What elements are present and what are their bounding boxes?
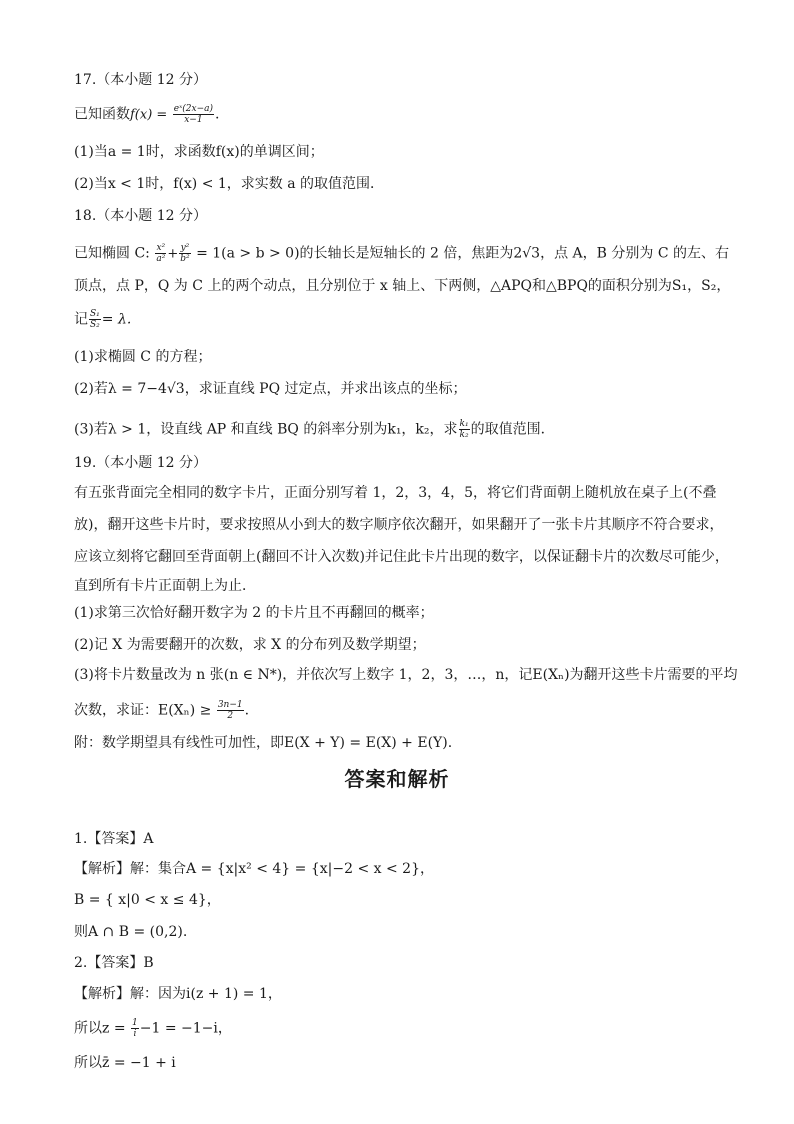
- q18-k2: k₂: [459, 430, 469, 440]
- answer2-denominator: i: [133, 1029, 137, 1039]
- q19-line1: 有五张背面完全相同的数字卡片，正面分别写着 1，2，3，4，5，将它们背面朝上随机放在桌子上(不叠: [74, 485, 717, 501]
- q18-line2: 顶点，点 P，Q 为 C 上的两个动点，且分别位于 x 轴上、下两侧，△APQ和△BPQ的面积分别为S₁，S₂，: [74, 278, 731, 294]
- q18-line3: [74, 309, 724, 330]
- q19-header: 19.（本小题 12 分）: [74, 455, 207, 471]
- q18-lambda-numerator: S₁: [90, 309, 100, 319]
- q17-stem-text: 已知函数: [74, 106, 130, 123]
- answer1-line2: B = { x|0 < x ≤ 4}，: [74, 892, 221, 908]
- q19-bound-denominator: 2: [227, 711, 234, 721]
- q18-line1-start: 已知椭圆 C:: [74, 245, 150, 262]
- q18-line1: [74, 243, 730, 265]
- q18-ellipse-x-term: [155, 243, 166, 264]
- q18-k1: k₁: [459, 419, 469, 429]
- q19-bound-numerator: 3n−1: [217, 700, 243, 710]
- answer2-line1: 【解析】解：因为i(z + 1) = 1，: [74, 986, 282, 1002]
- q17-function-fraction: [173, 104, 214, 125]
- q18-line3-start: 记: [74, 311, 88, 328]
- q19-line2: 放)，翻开这些卡片时，要求按照从小到大的数字顺序依次翻开，如果翻开了一张卡片其顺序不符合要求，: [74, 517, 724, 533]
- q19-part3: (3)将卡片数量改为 n 张(n ∈ N*)，并依次写上数字 1，2，3，…，n，记E(Xₙ)为翻开这些卡片需要的平均: [74, 667, 738, 683]
- q18-x-numerator: x²: [156, 243, 166, 253]
- q18-y-numerator: y²: [180, 243, 190, 253]
- answer2-line2: [74, 1018, 724, 1039]
- q18-header: 18.（本小题 12 分）: [74, 208, 207, 224]
- q18-line1-rest: = 1(a > b > 0)的长轴长是短轴长的 2 倍，焦距为2√3，点 A，B 分别为 C 的左、右: [196, 245, 730, 262]
- answer2-numerator: 1: [132, 1018, 138, 1028]
- q18-part2: (2)若λ = 7−4√3，求证直线 PQ 过定点，并求出该点的坐标；: [74, 381, 467, 397]
- q17-part2: (2)当x < 1时，f(x) < 1，求实数 a 的取值范围．: [74, 176, 385, 192]
- answer1-line3: 则A ∩ B = (0,2).: [74, 924, 188, 940]
- q19-proof-end: .: [244, 702, 250, 719]
- q18-y-denominator: b²: [180, 254, 190, 264]
- q17-function-lhs: f(x) =: [130, 107, 168, 123]
- q17-stem-end: .: [215, 106, 220, 123]
- q18-line3-end: = λ.: [101, 311, 132, 328]
- q17-header: 17.（本小题 12 分）: [74, 72, 207, 88]
- answer2-line2-end: −1 = −1−i，: [139, 1020, 232, 1037]
- q18-part3-start: (3)若λ > 1，设直线 AP 和直线 BQ 的斜率分别为k₁，k₂，求: [74, 421, 458, 438]
- q18-plus: +: [167, 246, 179, 262]
- q19-part2: (2)记 X 为需要翻开的次数，求 X 的分布列及数学期望；: [74, 637, 426, 653]
- answer2-label: 2.【答案】B: [74, 955, 154, 971]
- q18-lambda-denominator: S₂: [90, 320, 100, 330]
- answer2-line2-start: 所以z =: [74, 1020, 126, 1037]
- q19-line3: 应该立刻将它翻回至背面朝上(翻回不计入次数)并记住此卡片出现的数字，以保证翻卡片的次数尽可能少，: [74, 549, 729, 565]
- q18-lambda-fraction: [89, 309, 101, 330]
- q19-part3-proof: [74, 700, 724, 721]
- answers-title: 答案和解析: [344, 767, 450, 791]
- q19-note: 附：数学期望具有线性可加性，即E(X + Y) = E(X) + E(Y).: [74, 735, 453, 751]
- q17-fraction-denominator: x−1: [184, 115, 203, 125]
- q18-ellipse-y-term: [179, 243, 190, 264]
- q19-proof-start: 次数，求证：E(Xₙ) ≥: [74, 702, 212, 719]
- answer1-line1: 【解析】解：集合A = {x|x² < 4} = {x|−2 < x < 2}，: [74, 861, 434, 877]
- answer1-label: 1.【答案】A: [74, 831, 154, 847]
- q19-line4: 直到所有卡片正面朝上为止．: [74, 578, 256, 594]
- answer2-line3: 所以z̄ = −1 + i: [74, 1055, 176, 1071]
- q17-stem: [74, 104, 724, 126]
- q18-part3-end: 的取值范围．: [470, 421, 555, 438]
- q17-fraction-numerator: eˣ(2x−a): [173, 104, 214, 114]
- q18-slope-ratio: [459, 419, 470, 440]
- q18-part1: (1)求椭圆 C 的方程；: [74, 349, 212, 365]
- q19-bound-fraction: [217, 700, 244, 721]
- q17-part1: (1)当a = 1时，求函数f(x)的单调区间；: [74, 144, 324, 160]
- q19-part1: (1)求第三次恰好翻开数字为 2 的卡片且不再翻回的概率；: [74, 605, 434, 621]
- q18-x-denominator: a²: [156, 254, 166, 264]
- q18-part3: [74, 419, 724, 440]
- answer2-fraction: [131, 1018, 139, 1039]
